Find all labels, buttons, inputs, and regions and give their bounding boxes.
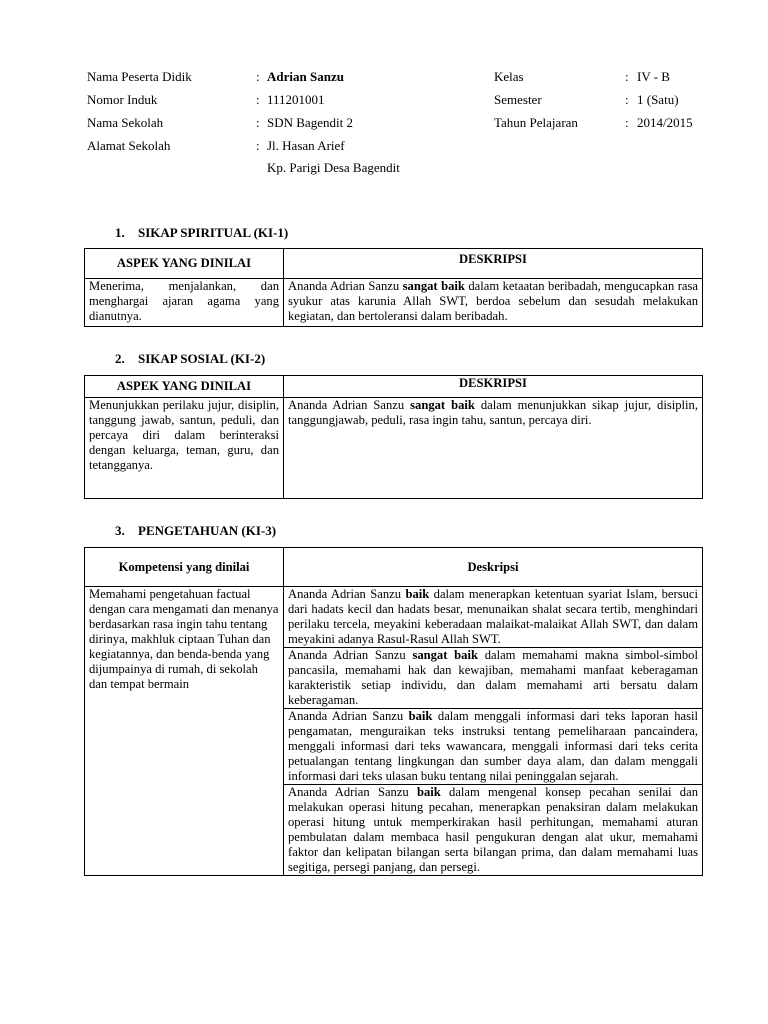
aspect-cell: Menerima, menjalankan, dan menghargai ajaran agama yang dianutnya. (85, 279, 284, 327)
label-nama-sekolah: Nama Sekolah (87, 115, 164, 130)
column-header-deskripsi: Deskripsi (284, 548, 703, 587)
colon: : (256, 115, 260, 130)
section-title: SIKAP SPIRITUAL (KI-1) (138, 225, 289, 240)
grade-highlight: baik (416, 785, 441, 799)
label-nama-peserta: Nama Peserta Didik (87, 69, 192, 84)
section-number: 1. (115, 225, 125, 240)
table-pengetahuan (84, 547, 703, 876)
column-header-aspek: ASPEK YANG DINILAI (85, 249, 284, 279)
student-id: 111201001 (267, 92, 325, 107)
semester-value: 1 (Satu) (637, 92, 679, 107)
label-tahun-pelajaran: Tahun Pelajaran (494, 115, 578, 130)
label-nomor-induk: Nomor Induk (87, 92, 158, 107)
description-cell: Ananda Adrian Sanzu sangat baik dalam menunjukkan sikap jujur, disiplin, tanggungjawab, peduli, rasa ingin tahu, santun, percaya diri. (284, 398, 703, 499)
section-title: SIKAP SOSIAL (KI-2) (138, 351, 266, 366)
colon: : (625, 92, 629, 107)
school-name: SDN Bagendit 2 (267, 115, 353, 130)
label-semester: Semester (494, 92, 542, 107)
academic-year-value: 2014/2015 (637, 115, 693, 130)
description-cell: Ananda Adrian Sanzu baik dalam menggali informasi dari teks laporan hasil pengamatan, menguraikan teks instruksi tentang pemeliharaan pancaindera, menggali informasi dari teks wawancara, menggali informasi dari teks cerita petualangan tentang lingkungan dan sumber daya alam, dan dalam menggali informasi dari teks ulasan buku tentang nilai peninggalan sejarah. (284, 709, 703, 785)
table-sikap-sosial (84, 375, 703, 499)
grade-highlight: baik (408, 709, 433, 723)
section-heading-pengetahuan (115, 523, 276, 539)
label-alamat-sekolah: Alamat Sekolah (87, 138, 171, 153)
school-address-line1: Jl. Hasan Arief (267, 138, 345, 153)
description-cell: Ananda Adrian Sanzu sangat baik dalam ketaatan beribadah, mengucapkan rasa syukur atas karunia Allah SWT, berdoa sebelum dan sesudah melakukan kegiatan, dan bertoleransi dalam beribadah. (284, 279, 703, 327)
section-heading-spiritual (115, 225, 288, 241)
column-header-deskripsi: DESKRIPSI (284, 376, 703, 398)
colon: : (625, 115, 629, 130)
colon: : (256, 69, 260, 84)
section-number: 2. (115, 351, 125, 366)
description-cell: Ananda Adrian Sanzu sangat baik dalam memahami makna simbol-simbol pancasila, memahami hak dan kewajiban, memahami manfaat keberagaman karakteristik setiap individu, dan dalam memahami arti bersatu dalam keberagaman. (284, 648, 703, 709)
label-kelas: Kelas (494, 69, 524, 84)
grade-highlight: sangat baik (412, 648, 478, 662)
grade-highlight: baik (405, 587, 430, 601)
section-heading-sosial (115, 351, 265, 367)
section-number: 3. (115, 523, 125, 538)
description-cell: Ananda Adrian Sanzu baik dalam menerapkan ketentuan syariat Islam, bersuci dari hadats kecil dan hadats besar, menunaikan shalat secara tertib, menghindari perilaku tercela, meyakini keberadaan malaikat-malaikat Allah SWT, dan dalam meyakini adanya Rasul-Rasul Allah SWT. (284, 587, 703, 648)
column-header-deskripsi: DESKRIPSI (284, 249, 703, 279)
table-sikap-spiritual (84, 248, 703, 327)
colon: : (625, 69, 629, 84)
grade-highlight: sangat baik (410, 398, 475, 412)
section-title: PENGETAHUAN (KI-3) (138, 523, 277, 538)
school-address-line2: Kp. Parigi Desa Bagendit (267, 160, 400, 175)
colon: : (256, 138, 260, 153)
grade-highlight: sangat baik (402, 279, 465, 293)
column-header-aspek: ASPEK YANG DINILAI (85, 376, 284, 398)
class-value: IV - B (637, 69, 670, 84)
aspect-cell: Menunjukkan perilaku jujur, disiplin, tanggung jawab, santun, peduli, dan percaya diri dalam berinteraksi dengan keluarga, teman, guru, dan tetangganya. (85, 398, 284, 499)
description-cell: Ananda Adrian Sanzu baik dalam mengenal konsep pecahan senilai dan melakukan operasi hitung pecahan, menerapkan penaksiran dalam melakukan operasi hitung untuk memperkirakan hasil perhitungan, memahami aturan pembulatan dalam membaca hasil pengukuran dengan alat ukur, memahami faktor dan kelipatan bilangan serta bilangan prima, dan dalam memahami luas segitiga, persegi panjang, dan persegi. (284, 785, 703, 876)
competency-cell: Memahami pengetahuan factual dengan cara mengamati dan menanya berdasarkan rasa ingin tahu tentang dirinya, makhluk ciptaan Tuhan dan kegiatannya, dan benda-benda yang dijumpainya di rumah, di sekolah dan tempat bermain (85, 587, 284, 876)
student-name: Adrian Sanzu (267, 69, 344, 84)
column-header-kompetensi: Kompetensi yang dinilai (85, 548, 284, 587)
colon: : (256, 92, 260, 107)
